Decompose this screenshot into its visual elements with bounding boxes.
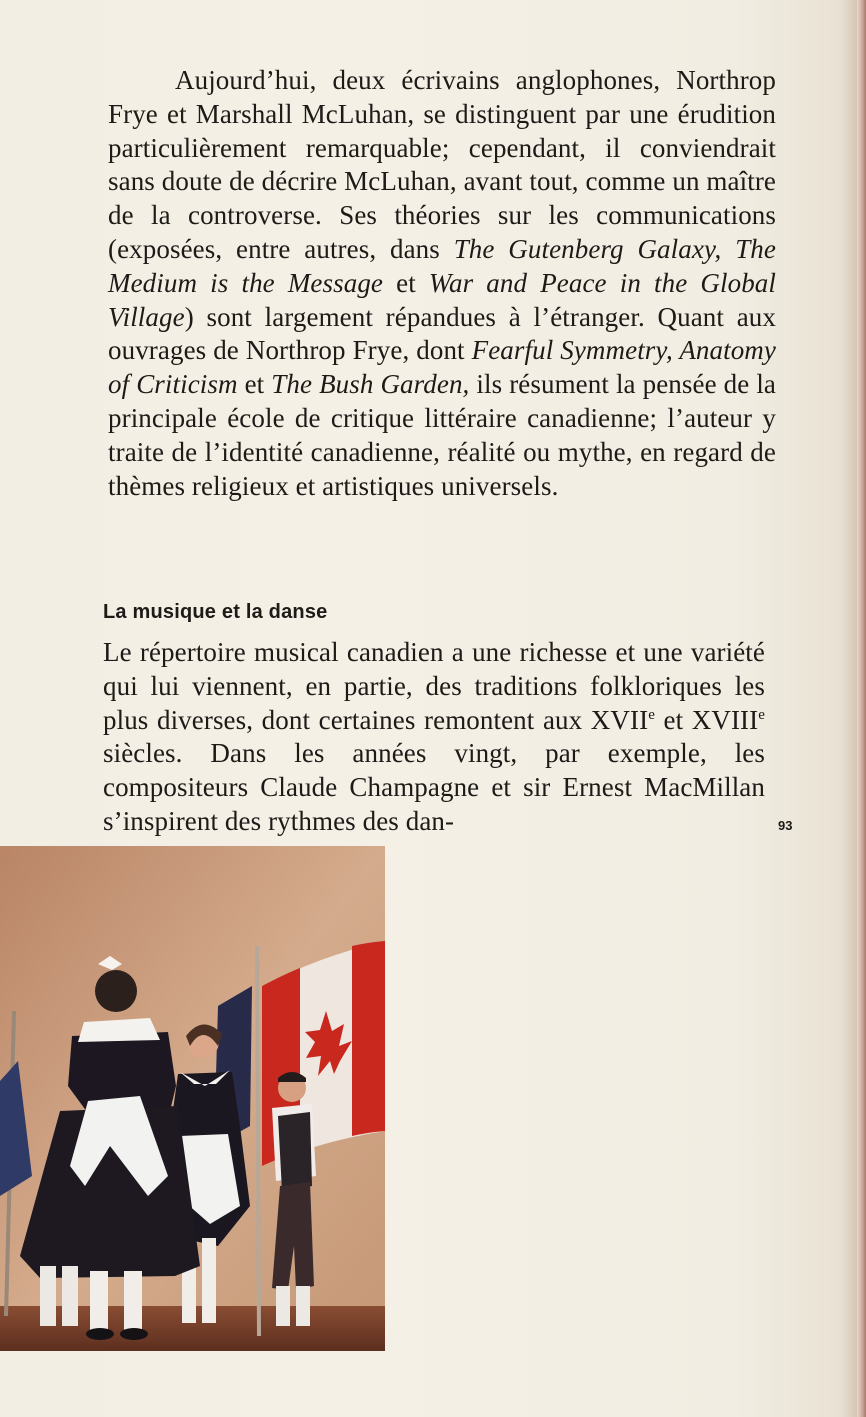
dancer-stocking	[40, 1266, 56, 1326]
text-run: siècles. Dans les années vingt, par exemple, les compositeurs Claude Champagne et sir Ernest MacMillan s’inspirent des rythmes des dan-	[103, 738, 765, 836]
book-title: Fearful Symmetry, Anatomy of Criticism	[108, 335, 776, 400]
dancer-head	[95, 970, 137, 1012]
dancer-stocking	[124, 1271, 142, 1331]
text-run: et XVIII	[654, 704, 759, 735]
ordinal-superscript: e	[648, 706, 655, 723]
text-run: Aujourd’hui, deux écrivains anglophones, Northrop Frye et Marshall McLuhan, se distinguent par une érudition particulièrement remarquable; cependant, il conviendrait sans doute de décrire McLuhan, avant tout, comme un maître de la controverse. Ses théories sur les communications (exposées, entre autres, dans	[108, 65, 776, 264]
text-run: et	[383, 267, 429, 298]
dancer-stocking	[90, 1271, 108, 1331]
dancer-shoe	[86, 1328, 114, 1340]
text-run: ) sont largement répandues à l’étranger. Quant aux ouvrages de Northrop Frye, dont	[108, 301, 776, 366]
flag-band	[352, 941, 385, 1136]
book-title: The Gutenberg Galaxy, The Medium is the Message	[108, 233, 776, 298]
text-run: Le répertoire musical canadien a une richesse et une variété qui lui viennent, en partie, des traditions folkloriques les plus diverses, dont certaines remontent aux XVII	[103, 637, 765, 735]
dancer-stocking	[296, 1286, 310, 1326]
section-heading: La musique et la danse	[103, 601, 328, 623]
paragraph-music	[103, 636, 765, 839]
book-title: The Bush Garden,	[271, 369, 470, 400]
paragraph-literature	[108, 64, 776, 503]
text-run: et	[237, 369, 272, 400]
page-number: 93	[778, 818, 793, 833]
folk-dancers-photo	[0, 846, 385, 1351]
text-run: ils résument la pensée de la principale école de critique littéraire canadienne; l’auteur y traite de l’identité canadienne, réalité ou mythe, en regard de thèmes religieux et artistiques universels.	[108, 369, 777, 501]
ordinal-superscript: e	[758, 706, 766, 723]
book-title: War and Peace in the Global Village	[108, 267, 776, 332]
dancer-shoe	[120, 1328, 148, 1340]
dancer-vest	[278, 1112, 312, 1191]
dancer-stocking	[62, 1266, 78, 1326]
flag-pole	[257, 946, 259, 1336]
page-edge	[857, 0, 866, 1417]
dancer-stocking	[276, 1286, 290, 1326]
dancer-stocking	[202, 1238, 216, 1323]
